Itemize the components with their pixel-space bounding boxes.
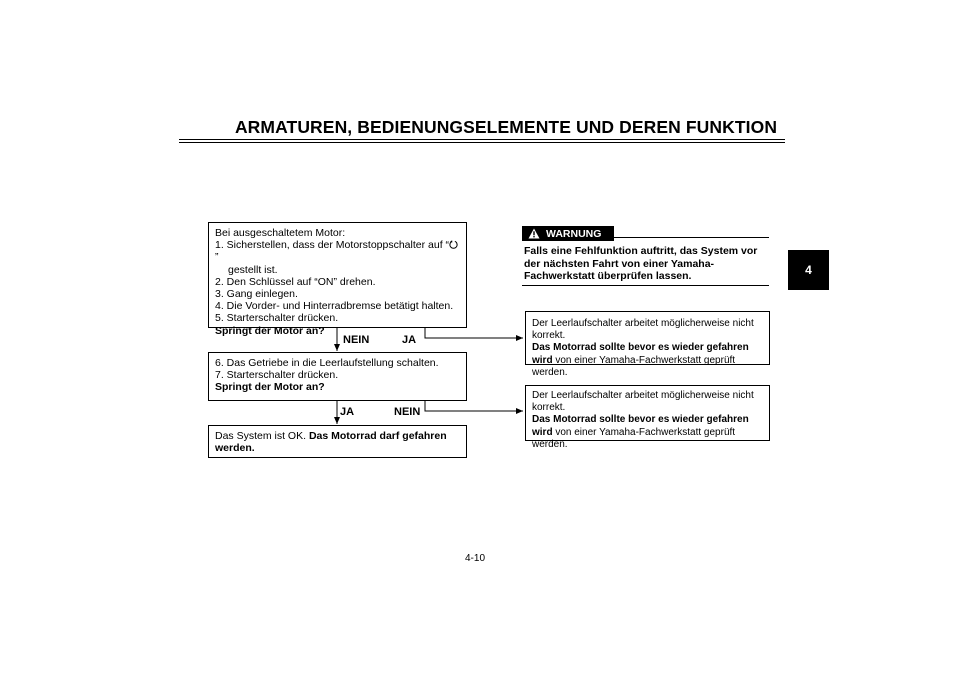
start-step-5: 5. Starterschalter drücken.: [215, 312, 339, 325]
connector-no-2: [425, 401, 523, 411]
page-number: 4-10: [465, 553, 486, 564]
neutral-question: Springt der Motor an?: [215, 381, 325, 394]
result-b-line1: Der Leerlaufschalter arbeitet möglicherweise nicht korrekt.: [532, 390, 754, 414]
start-step-3: 3. Gang einlegen.: [215, 288, 298, 301]
ok-text: Das System ist OK.: [215, 430, 309, 442]
start-step-4: 4. Die Vorder- und Hinterradbremse betätigt halten.: [215, 300, 454, 313]
result-a-line1: Der Leerlaufschalter arbeitet möglicherweise nicht korrekt.: [532, 318, 754, 342]
result-a-rest: von einer Yamaha-Fachwerkstatt geprüft werden.: [532, 354, 736, 378]
label-yes-1: JA: [402, 334, 417, 346]
result-b-bold: Das Motorrad sollte bevor es wieder gefahren wird: [532, 414, 749, 438]
neutral-step-6: 6. Das Getriebe in die Leerlaufstellung schalten.: [215, 357, 439, 369]
label-yes-2: JA: [340, 406, 355, 418]
warning-text: Falls eine Fehlfunktion auftritt, das System vor der nächsten Fahrt von einer Yamaha-Fachwerkstatt überprüfen lassen.: [524, 245, 758, 282]
page-title: ARMATUREN, BEDIENUNGSELEMENTE UND DEREN FUNKTION: [234, 117, 778, 137]
connector-yes-1: [425, 328, 523, 338]
start-step-2: 2. Den Schlüssel auf “ON” drehen.: [215, 275, 376, 288]
start-question: Springt der Motor an?: [215, 324, 325, 337]
start-step-1: 1. Sicherstellen, dass der Motorstoppschalter auf “”: [215, 239, 460, 263]
warning-label: WARNUNG: [546, 227, 602, 240]
start-intro: Bei ausgeschaltetem Motor:: [215, 227, 346, 239]
start-step-1-cont: gestellt ist.: [228, 263, 278, 276]
ok-bold-text: Das Motorrad darf gefahren werden.: [215, 430, 447, 455]
result-b-rest: von einer Yamaha-Fachwerkstatt geprüft werden.: [532, 426, 736, 450]
neutral-step-7: 7. Starterschalter drücken.: [215, 369, 339, 382]
chapter-tab: 4: [788, 250, 829, 290]
result-a-bold: Das Motorrad sollte bevor es wieder gefahren wird: [532, 342, 749, 366]
label-no-2: NEIN: [394, 406, 421, 418]
label-no-1: NEIN: [343, 334, 370, 346]
